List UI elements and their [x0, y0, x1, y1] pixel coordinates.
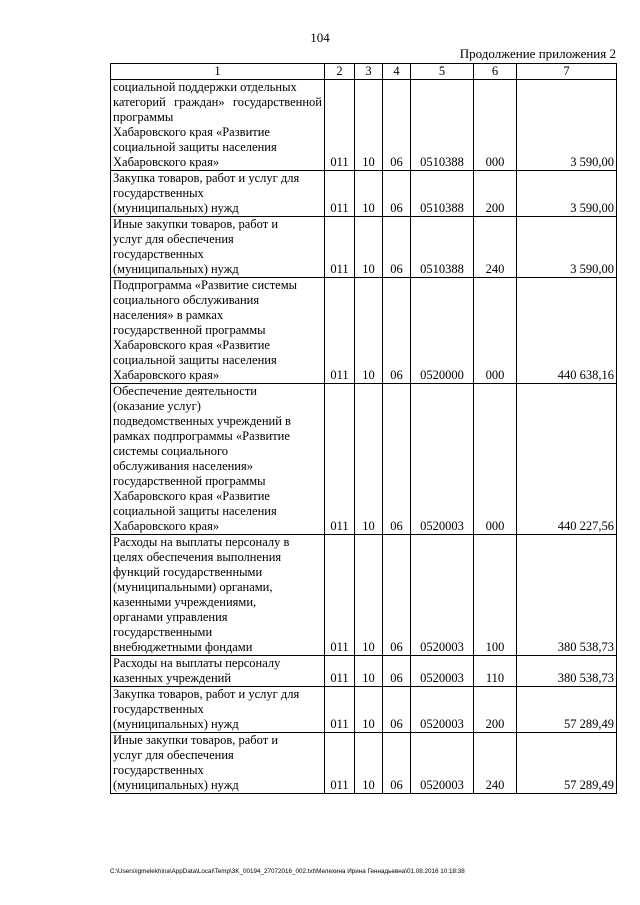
cell-col3: 10	[355, 384, 383, 535]
cell-description: Иные закупки товаров, работ и услуг для обеспечения государственных (муниципальных) нужд	[111, 733, 325, 794]
cell-description: Расходы на выплаты персоналу казенных учреждений	[111, 656, 325, 687]
file-path-footer: C:\Users\igmelekhina\AppData\Local\Temp\3K_00194_27072016_002.txt\Мелехина Ирина Геннадьевна\01.08.2016 10:18:38	[110, 868, 465, 875]
cell-col6: 110	[474, 656, 517, 687]
cell-col3: 10	[355, 171, 383, 217]
cell-col2: 011	[325, 656, 355, 687]
col-header-3: 3	[355, 64, 383, 80]
table-row	[111, 687, 617, 733]
cell-col3: 10	[355, 278, 383, 384]
cell-amount: 3 590,00	[517, 80, 617, 171]
cell-col4: 06	[383, 535, 411, 656]
table-row	[111, 384, 617, 535]
cell-amount: 3 590,00	[517, 171, 617, 217]
table-row	[111, 171, 617, 217]
cell-amount: 440 227,56	[517, 384, 617, 535]
cell-col4: 06	[383, 80, 411, 171]
cell-col2: 011	[325, 384, 355, 535]
cell-col5: 0520003	[411, 535, 474, 656]
cell-col2: 011	[325, 171, 355, 217]
cell-col3: 10	[355, 656, 383, 687]
cell-amount: 57 289,49	[517, 733, 617, 794]
continuation-note: Продолжение приложения 2	[459, 46, 616, 61]
cell-col2: 011	[325, 80, 355, 171]
cell-col2: 011	[325, 217, 355, 278]
cell-col5: 0520003	[411, 687, 474, 733]
cell-description: Расходы на выплаты персоналу в целях обеспечения выполнения функций государственными (муниципальными) органами, казенными учреждениями, органами управления государственными внебюджетными фондами	[111, 535, 325, 656]
cell-description: Иные закупки товаров, работ и услуг для обеспечения государственных (муниципальных) нужд	[111, 217, 325, 278]
cell-description: Подпрограмма «Развитие системы социального обслуживания населения» в рамках государственной программы Хабаровского края «Развитие социальной защиты населения Хабаровского края»	[111, 278, 325, 384]
table-header-row	[111, 64, 617, 80]
cell-col6: 000	[474, 384, 517, 535]
cell-col6: 000	[474, 80, 517, 171]
cell-col4: 06	[383, 278, 411, 384]
cell-amount: 380 538,73	[517, 535, 617, 656]
cell-col3: 10	[355, 687, 383, 733]
cell-col4: 06	[383, 733, 411, 794]
cell-col6: 240	[474, 217, 517, 278]
cell-col6: 240	[474, 733, 517, 794]
cell-col2: 011	[325, 278, 355, 384]
col-header-7: 7	[517, 64, 617, 80]
cell-col5: 0510388	[411, 217, 474, 278]
col-header-1: 1	[111, 64, 325, 80]
cell-col3: 10	[355, 535, 383, 656]
cell-col5: 0520003	[411, 384, 474, 535]
cell-col2: 011	[325, 535, 355, 656]
cell-col3: 10	[355, 80, 383, 171]
cell-col5: 0510388	[411, 171, 474, 217]
cell-col4: 06	[383, 656, 411, 687]
cell-description: Закупка товаров, работ и услуг для государственных (муниципальных) нужд	[111, 171, 325, 217]
table-row	[111, 217, 617, 278]
col-header-4: 4	[383, 64, 411, 80]
cell-col4: 06	[383, 687, 411, 733]
table-body	[111, 80, 617, 794]
table-row	[111, 535, 617, 656]
table-row	[111, 278, 617, 384]
cell-col3: 10	[355, 733, 383, 794]
cell-col2: 011	[325, 733, 355, 794]
table-row	[111, 656, 617, 687]
cell-col5: 0520000	[411, 278, 474, 384]
col-header-6: 6	[474, 64, 517, 80]
cell-col3: 10	[355, 217, 383, 278]
cell-description: Обеспечение деятельности (оказание услуг) подведомственных учреждений в рамках подпрограммы «Развитие системы социального обслуживания населения» государственной программы Хабаровского края «Развитие социальной защиты населения Хабаровского края»	[111, 384, 325, 535]
cell-amount: 57 289,49	[517, 687, 617, 733]
cell-col4: 06	[383, 171, 411, 217]
cell-amount: 3 590,00	[517, 217, 617, 278]
cell-col6: 000	[474, 278, 517, 384]
cell-description: Закупка товаров, работ и услуг для государственных (муниципальных) нужд	[111, 687, 325, 733]
cell-col2: 011	[325, 687, 355, 733]
page-number: 104	[310, 30, 330, 45]
cell-col5: 0510388	[411, 80, 474, 171]
table-row	[111, 733, 617, 794]
col-header-5: 5	[411, 64, 474, 80]
cell-col4: 06	[383, 384, 411, 535]
cell-description: социальной поддержки отдельных категорий граждан» государственной программы Хабаровского края «Развитие социальной защиты населения Хабаровского края»	[111, 80, 325, 171]
cell-col6: 200	[474, 687, 517, 733]
cell-col6: 200	[474, 171, 517, 217]
budget-table	[110, 63, 617, 794]
cell-col5: 0520003	[411, 733, 474, 794]
cell-amount: 380 538,73	[517, 656, 617, 687]
cell-amount: 440 638,16	[517, 278, 617, 384]
table-row	[111, 80, 617, 171]
col-header-2: 2	[325, 64, 355, 80]
cell-col6: 100	[474, 535, 517, 656]
cell-col5: 0520003	[411, 656, 474, 687]
cell-col4: 06	[383, 217, 411, 278]
